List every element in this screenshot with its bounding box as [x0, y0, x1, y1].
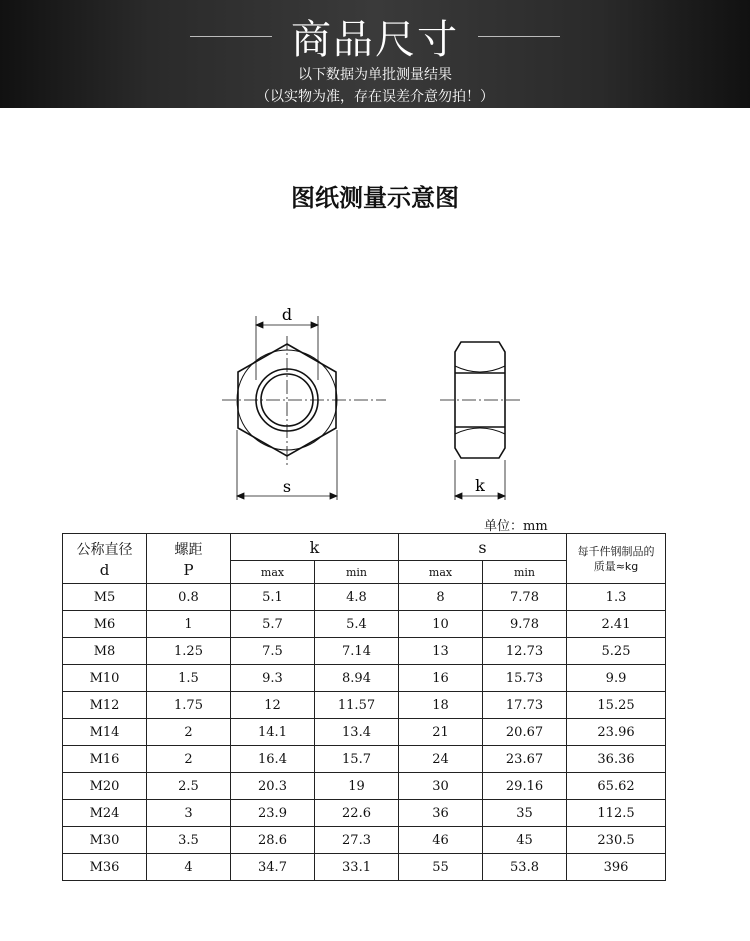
cell-k-max: 14.1 — [231, 719, 315, 746]
header-diameter-symbol: d — [99, 560, 110, 579]
header-pitch-symbol: P — [183, 560, 194, 579]
cell-size: M30 — [63, 827, 147, 854]
table-row — [63, 773, 666, 800]
cell-s-min: 29.16 — [483, 773, 567, 800]
cell-mass: 5.25 — [567, 638, 666, 665]
cell-size: M36 — [63, 854, 147, 881]
cell-mass: 1.3 — [567, 584, 666, 611]
cell-s-min: 23.67 — [483, 746, 567, 773]
cell-s-max: 55 — [399, 854, 483, 881]
header-diameter-label: 公称直径 — [76, 541, 133, 558]
cell-size: M20 — [63, 773, 147, 800]
cell-k-max: 5.7 — [231, 611, 315, 638]
cell-pitch: 2 — [147, 719, 231, 746]
cell-s-max: 21 — [399, 719, 483, 746]
label-k: k — [475, 476, 485, 495]
table-row — [63, 854, 666, 881]
cell-s-min: 45 — [483, 827, 567, 854]
cell-s-min: 35 — [483, 800, 567, 827]
banner-subtitle: 以下数据为单批测量结果 — [298, 67, 452, 83]
header-s: s — [399, 534, 567, 561]
banner-note: （以实物为准，存在误差介意勿拍！） — [256, 89, 494, 105]
table-row — [63, 800, 666, 827]
cell-k-max: 28.6 — [231, 827, 315, 854]
cell-pitch: 0.8 — [147, 584, 231, 611]
cell-k-max: 5.1 — [231, 584, 315, 611]
cell-k-min: 19 — [315, 773, 399, 800]
cell-k-min: 5.4 — [315, 611, 399, 638]
cell-pitch: 2 — [147, 746, 231, 773]
cell-mass: 23.96 — [567, 719, 666, 746]
cell-size: M5 — [63, 584, 147, 611]
cell-k-max: 23.9 — [231, 800, 315, 827]
header-mass — [567, 534, 666, 584]
table-row — [63, 665, 666, 692]
header-s-max: max — [399, 561, 483, 584]
header-k-max: max — [231, 561, 315, 584]
header-diameter — [63, 534, 147, 584]
banner-title: 商品尺寸 — [291, 17, 459, 63]
cell-s-min: 53.8 — [483, 854, 567, 881]
cell-s-max: 8 — [399, 584, 483, 611]
header-s-min: min — [483, 561, 567, 584]
table-row — [63, 611, 666, 638]
cell-mass: 15.25 — [567, 692, 666, 719]
cell-pitch: 3 — [147, 800, 231, 827]
cell-k-min: 33.1 — [315, 854, 399, 881]
cell-k-min: 22.6 — [315, 800, 399, 827]
table-row — [63, 584, 666, 611]
table-row — [63, 827, 666, 854]
unit-label: 单位：mm — [484, 519, 548, 534]
cell-s-max: 10 — [399, 611, 483, 638]
table-row — [63, 638, 666, 665]
header-pitch-label: 螺距 — [174, 541, 203, 558]
cell-size: M12 — [63, 692, 147, 719]
section-title: 图纸测量示意图 — [291, 184, 459, 212]
header-mass-line1: 每千件钢制品的 — [577, 544, 655, 558]
cell-pitch: 3.5 — [147, 827, 231, 854]
label-d: d — [281, 305, 293, 324]
label-s: s — [282, 477, 292, 496]
cell-s-max: 46 — [399, 827, 483, 854]
cell-pitch: 1.25 — [147, 638, 231, 665]
cell-mass: 230.5 — [567, 827, 666, 854]
cell-s-min: 20.67 — [483, 719, 567, 746]
cell-mass: 9.9 — [567, 665, 666, 692]
cell-k-max: 34.7 — [231, 854, 315, 881]
cell-size: M16 — [63, 746, 147, 773]
cell-k-max: 20.3 — [231, 773, 315, 800]
cell-pitch: 1 — [147, 611, 231, 638]
cell-pitch: 4 — [147, 854, 231, 881]
cell-s-max: 30 — [399, 773, 483, 800]
cell-s-max: 13 — [399, 638, 483, 665]
cell-k-min: 7.14 — [315, 638, 399, 665]
cell-k-max: 7.5 — [231, 638, 315, 665]
header-k: k — [231, 534, 399, 561]
table-row — [63, 692, 666, 719]
cell-size: M24 — [63, 800, 147, 827]
cell-mass: 65.62 — [567, 773, 666, 800]
cell-k-min: 8.94 — [315, 665, 399, 692]
cell-s-max: 18 — [399, 692, 483, 719]
cell-s-max: 36 — [399, 800, 483, 827]
cell-size: M10 — [63, 665, 147, 692]
cell-s-max: 16 — [399, 665, 483, 692]
cell-s-max: 24 — [399, 746, 483, 773]
cell-k-min: 15.7 — [315, 746, 399, 773]
cell-pitch: 1.5 — [147, 665, 231, 692]
cell-s-min: 12.73 — [483, 638, 567, 665]
cell-pitch: 2.5 — [147, 773, 231, 800]
cell-k-max: 9.3 — [231, 665, 315, 692]
table-row — [63, 719, 666, 746]
cell-s-min: 7.78 — [483, 584, 567, 611]
header-k-min: min — [315, 561, 399, 584]
cell-k-max: 16.4 — [231, 746, 315, 773]
cell-k-min: 11.57 — [315, 692, 399, 719]
cell-mass: 36.36 — [567, 746, 666, 773]
banner-divider-right — [478, 36, 560, 37]
cell-s-min: 15.73 — [483, 665, 567, 692]
cell-mass: 396 — [567, 854, 666, 881]
nut-drawing — [0, 300, 750, 510]
cell-k-min: 27.3 — [315, 827, 399, 854]
cell-mass: 2.41 — [567, 611, 666, 638]
cell-s-min: 9.78 — [483, 611, 567, 638]
header-mass-line2: 质量≈kg — [593, 559, 639, 573]
cell-mass: 112.5 — [567, 800, 666, 827]
cell-k-max: 12 — [231, 692, 315, 719]
cell-size: M8 — [63, 638, 147, 665]
header-banner — [0, 0, 750, 108]
cell-size: M14 — [63, 719, 147, 746]
header-pitch — [147, 534, 231, 584]
cell-k-min: 13.4 — [315, 719, 399, 746]
spec-table — [62, 533, 666, 881]
cell-s-min: 17.73 — [483, 692, 567, 719]
table-row — [63, 746, 666, 773]
cell-size: M6 — [63, 611, 147, 638]
cell-pitch: 1.75 — [147, 692, 231, 719]
cell-k-min: 4.8 — [315, 584, 399, 611]
